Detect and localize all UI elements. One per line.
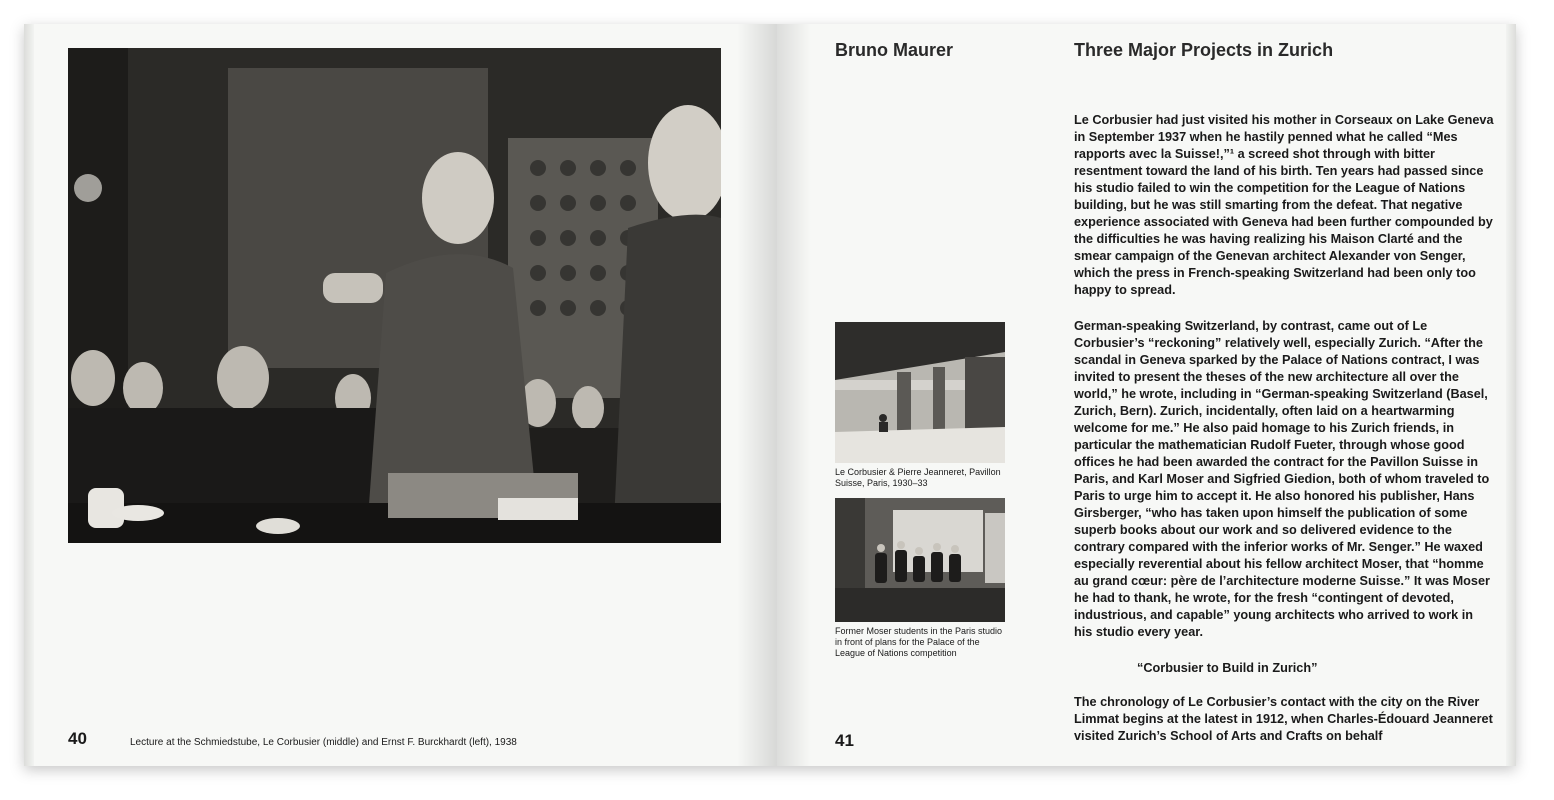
page-edge xyxy=(24,24,34,766)
chapter-title: Three Major Projects in Zurich xyxy=(1074,40,1334,60)
author-name: Bruno Maurer xyxy=(835,40,954,60)
paragraph: Le Corbusier had just visited his mother in Corseaux on Lake Geneva in September 1937 when he hastily penned what he called “Mes rapports avec la Suisse!,”¹ a screed shot through with bitter resentment toward the land of his birth. Ten years had passed since his studio failed to win the competition for the League of Nations building, but he was still smarting from the defeat. That negative experience associated with Geneva had been further compounded by the difficulties he was having realizing his Maison Clarté and the smear campaign of the Genevan architect Alexander von Senger, which the press in French-speaking Switzerland had been only too happy to spread. xyxy=(1074,113,1494,297)
right-page xyxy=(777,24,1516,766)
photo-caption: Lecture at the Schmiedstube, Le Corbusier (middle) and Ernst F. Burckhardt (left), 1938 xyxy=(130,737,517,748)
left-page xyxy=(24,24,777,766)
page-number: 41 xyxy=(835,731,854,750)
page-number: 40 xyxy=(68,729,87,748)
section-heading: “Corbusier to Build in Zurich” xyxy=(1137,661,1318,675)
book-spread xyxy=(24,24,1516,766)
studio-photo-icon xyxy=(835,498,1005,622)
figure-caption: Former Moser students in the Paris studio in front of plans for the Palace of the League of Nations competition xyxy=(835,626,1003,658)
pavillon-photo-icon xyxy=(835,322,1005,463)
paragraph: The chronology of Le Corbusier’s contact with the city on the River Limmat begins at the latest in 1912, when Charles-Édouard Jeanneret visited Zurich’s School of Arts and Crafts on behalf xyxy=(1074,695,1493,743)
page-edge xyxy=(1506,24,1516,766)
figure-caption: Le Corbusier & Pierre Jeanneret, Pavillon Suisse, Paris, 1930–33 xyxy=(835,467,1001,488)
lecture-photo-icon xyxy=(68,48,721,543)
paragraph: German-speaking Switzerland, by contrast, came out of Le Corbusier’s “reckoning” relatively well, especially Zurich. “After the scandal in Geneva sparked by the Palace of Nations contract, I was invited to present the theses of the new architecture all over the world,” he wrote, including in “German-speaking Switzerland (Basel, Zurich, Bern). Zurich, incidentally, often laid on a heartwarming welcome for me.” He also paid homage to his Zurich friends, in particular the mathematician Rudolf Fueter, through whose good offices he had been awarded the contract for the Pavillon Suisse in Paris, and Karl Moser and Sigfried Giedion, both of whom traveled to Paris to urge him to accept it. He also honored his publisher, Hans Girsberger, “who has taken upon himself the publication of some superb books about our work and so delivered evidence to the contrary compared with the inferior works of Mr. Senger.” He waxed especially reverential about his fellow architect Moser, that “homme au grand cœur: père de l’architecture moderne Suisse.” It was Moser he had to thank, he wrote, for the fresh “contingent of devoted, industrious, and capable” young architects who arrived to work in his studio every year. xyxy=(1074,319,1490,639)
